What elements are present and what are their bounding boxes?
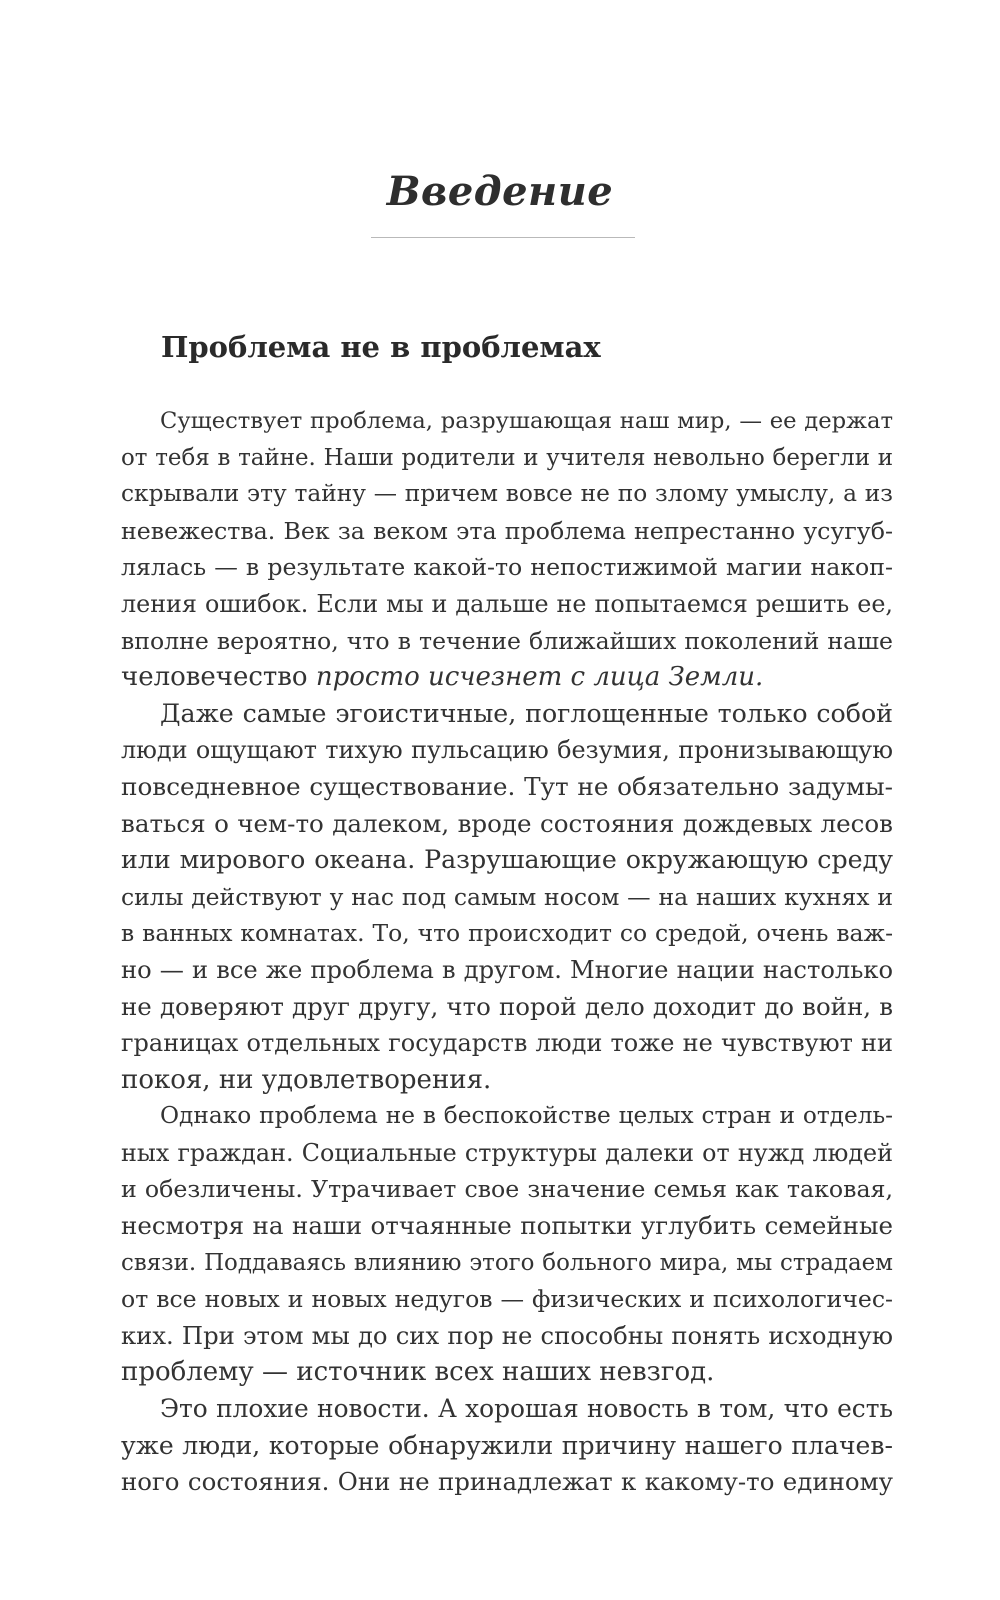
text-line: невежества. Век за веком эта проблема непрестанно усугуб-	[121, 516, 893, 545]
text-line: проблему — источник всех наших невзгод.	[121, 1357, 715, 1388]
text-line	[121, 659, 893, 696]
text-line: Это плохие новости. А хорошая новость в том, что есть	[160, 1394, 893, 1424]
chapter-title: Введение	[386, 168, 614, 215]
text-line: и обезличены. Утрачивает свое значение семья как таковая,	[121, 1175, 893, 1204]
text-line: но — и все же проблема в другом. Многие нации настолько	[121, 955, 893, 984]
text-line: ных граждан. Социальные структуры далеки от нужд людей	[121, 1138, 893, 1167]
text-line: связи. Поддаваясь влиянию этого больного мира, мы страдаем	[121, 1249, 893, 1276]
text-line: вполне вероятно, что в течение ближайших поколений наше	[121, 626, 893, 655]
text-line: покоя, ни удовлетворения.	[121, 1064, 492, 1095]
text-line: силы действуют у нас под самым носом — на наших кухнях и	[121, 882, 893, 911]
section-heading: Проблема не в проблемах	[161, 330, 601, 364]
text-line: границах отдельных государств люди тоже не чувствуют ни	[121, 1029, 893, 1058]
text-line: повседневное существование. Тут не обязательно задумы-	[121, 771, 893, 801]
text-line: Однако проблема не в беспокойстве целых стран и отдель-	[160, 1102, 893, 1130]
text-line: от все новых и новых недугов — физических и психологичес-	[121, 1285, 893, 1314]
emphasized-text: просто исчезнет с лица Земли.	[315, 662, 764, 693]
body-text	[121, 403, 893, 1501]
text-line: уже люди, которые обнаружили причину нашего плачев-	[121, 1430, 893, 1460]
title-divider	[371, 237, 635, 238]
text-run: человечество	[121, 662, 316, 693]
text-line: несмотря на наши отчаянные попытки углубить семейные	[121, 1211, 893, 1241]
text-line: в ванных комнатах. То, что происходит со средой, очень важ-	[121, 919, 893, 948]
text-line: не доверяют друг другу, что порой дело доходит до войн, в	[121, 991, 893, 1021]
text-line: Даже самые эгоистичные, поглощенные только собой	[160, 698, 893, 728]
text-line: люди ощущают тихую пульсацию безумия, пронизывающую	[121, 736, 893, 765]
text-line: скрывали эту тайну — причем вовсе не по злому умыслу, а из	[121, 480, 893, 508]
text-line: от тебя в тайне. Наши родители и учителя невольно берегли и	[121, 444, 893, 471]
text-line: ких. При этом мы до сих пор не способны понять исходную	[121, 1320, 893, 1350]
text-line: лялась — в результате какой-то непостижимой магии накоп-	[121, 553, 893, 582]
text-line: ваться о чем-то далеком, вроде состояния дождевых лесов	[121, 808, 893, 838]
text-line: ления ошибок. Если мы и дальше не попытаемся решить ее,	[121, 589, 893, 618]
text-line: ного состояния. Они не принадлежат к какому-то единому	[121, 1467, 893, 1497]
text-line: Существует проблема, разрушающая наш мир, — ее держат	[160, 408, 893, 434]
text-line: или мирового океана. Разрушающие окружающую среду	[121, 845, 893, 875]
